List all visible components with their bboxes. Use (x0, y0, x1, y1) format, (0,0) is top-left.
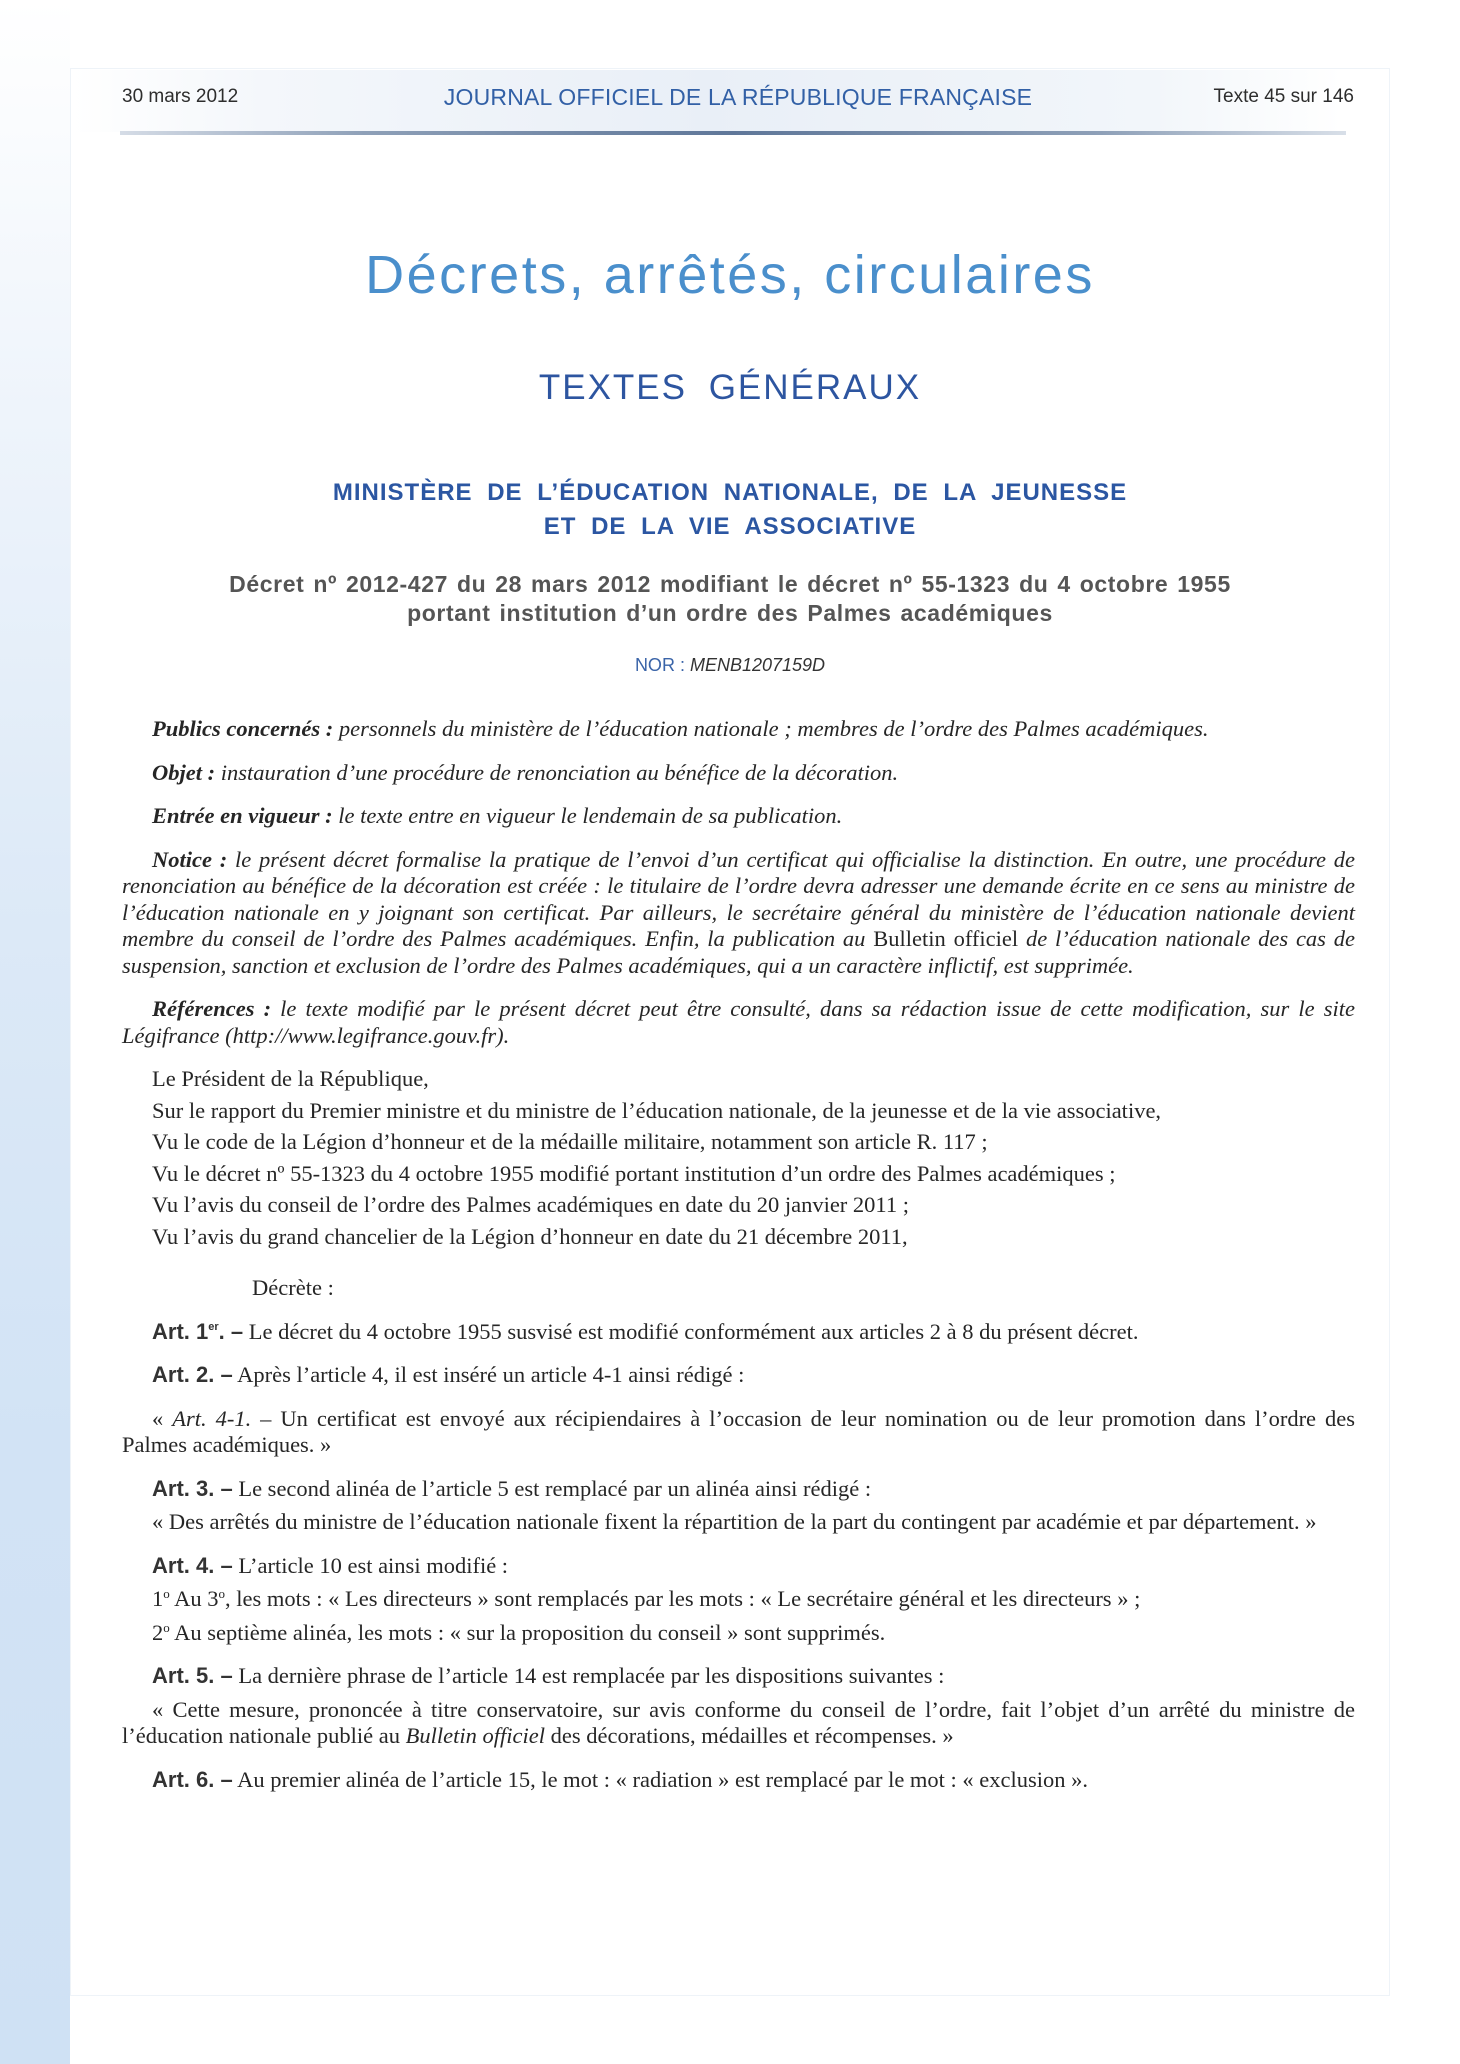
article-2 (122, 1362, 1355, 1389)
nor-code: MENB1207159D (689, 655, 826, 675)
preamble-rapport: Sur le rapport du Premier ministre et du ministre de l’éducation nationale, de la jeunesse et de la vie associative, (152, 1097, 1162, 1123)
running-header (122, 84, 1354, 116)
article-5-quote: « Cette mesure, prononcée à titre conservatoire, sur avis conforme du conseil de l’ordre, fait l’objet d’un arrêté du ministre de l’éducation nationale publié au Bulletin officiel des décorations, médailles et récompenses. » (122, 1696, 1355, 1748)
summary-label: Notice : (152, 846, 228, 872)
article-text: Après l’article 4, il est inséré un article 4-1 ainsi rédigé : (232, 1362, 745, 1387)
article-label: Art. 5. – (152, 1663, 233, 1688)
quoted-article-label: Art. 4-1. (172, 1405, 252, 1431)
article-label: Art. 4. – (152, 1552, 233, 1578)
document-body (122, 716, 1355, 1793)
ministry-heading (70, 476, 1390, 544)
article-4-item-2: 2$^o$ Au septième alinéa, les mots : « sur la proposition du conseil » sont supprimés. (152, 1619, 886, 1645)
article-text: L’article 10 est ainsi modifié : (232, 1552, 509, 1578)
ministry-line-2: ET DE LA VIE ASSOCIATIVE (543, 513, 917, 540)
summary-entree-en-vigueur (122, 803, 1355, 830)
decret-title (70, 570, 1390, 628)
header-date: 30 mars 2012 (122, 86, 239, 107)
preamble-president: Le Président de la République, (152, 1066, 429, 1091)
summary-objet (122, 760, 1355, 787)
article-text: Le décret du 4 octobre 1955 susvisé est modifié conformément aux articles 2 à 8 du présent décret. (243, 1318, 1139, 1344)
decret-title-line-1: Décret nº 2012-427 du 28 mars 2012 modifiant le décret nº 55-1323 du 4 octobre 1955 (229, 571, 1231, 597)
nor-reference (70, 655, 1390, 676)
article-4 (122, 1553, 1355, 1580)
article-label: Art. 1er. – (152, 1318, 244, 1344)
article-label: Art. 6. – (152, 1766, 233, 1792)
preamble-vu: Vu l’avis du grand chancelier de la Légion d’honneur en date du 21 décembre 2011, (152, 1223, 908, 1249)
nor-label: NOR : (634, 655, 685, 675)
preamble-vu: Vu le décret nº 55-1323 du 4 octobre 1955 modifié portant institution d’un ordre des Palmes académiques ; (152, 1160, 1116, 1186)
decret-title-line-2: portant institution d’un ordre des Palmes académiques (407, 600, 1053, 626)
article-2-quote: « Art. 4-1. – Un certificat est envoyé aux récipiendaires à l’occasion de leur nomination ou de leur promotion dans l’ordre des Palmes académiques. » (122, 1405, 1356, 1457)
summary-notice (122, 847, 1355, 980)
ministry-line-1: MINISTÈRE DE L’ÉDUCATION NATIONALE, DE LA JEUNESSE (332, 479, 1128, 506)
bulletin-officiel-roman: Bulletin officiel (873, 926, 1019, 951)
summary-label: Références : (152, 996, 272, 1021)
article-1 (122, 1319, 1355, 1346)
article-4-item-1: 1$^o$ Au 3$^o$, les mots : « Les directeurs » sont remplacés par les mots : « Le secrétaire général et les directeurs » ; (152, 1586, 1141, 1611)
summary-references (122, 996, 1355, 1049)
summary-publics (122, 716, 1355, 743)
summary-text: le texte entre en vigueur le lendemain de sa publication. (332, 803, 843, 828)
preamble-vu: Vu l’avis du conseil de l’ordre des Palmes académiques en date du 20 janvier 2011 ; (152, 1192, 909, 1217)
bulletin-officiel-italic: Bulletin officiel (405, 1723, 545, 1748)
header-page-number: Texte 45 sur 146 (1213, 86, 1354, 107)
main-title: Décrets, arrêtés, circulaires (365, 245, 1095, 305)
header-rule (120, 131, 1346, 135)
header-journal-title: JOURNAL OFFICIEL DE LA RÉPUBLIQUE FRANÇAISE (443, 84, 1033, 110)
summary-text: personnels du ministère de l’éducation nationale ; membres de l’ordre des Palmes académiques. (333, 716, 1209, 741)
section-title: TEXTES GÉNÉRAUX (538, 368, 922, 407)
summary-label: Entrée en vigueur : (152, 803, 333, 828)
article-3 (122, 1476, 1355, 1503)
summary-text: le présent décret formalise la pratique de l’envoi d’un certificat qui officialise la distinction. En outre, une procédure de renonciation au bénéfice de la décoration est créée : le titulaire de l’ordre devra adresser une demande écrite en ce sens au ministre de l’éducation nationale en y joignant son certificat. Par ailleurs, le secrétaire général du ministère de l’éducation nationale devient membre du conseil de l’ordre des Palmes académiques. Enfin, la publication au (122, 846, 1355, 951)
article-label: Art. 3. – (152, 1475, 233, 1501)
article-3-quote: « Des arrêtés du ministre de l’éducation nationale fixent la répartition de la part du contingent par académie et par département. » (152, 1509, 1317, 1534)
summary-label: Objet : (152, 759, 216, 785)
article-6 (122, 1767, 1355, 1794)
preamble-vu: Vu le code de la Légion d’honneur et de la médaille militaire, notamment son article R. 117 ; (152, 1129, 988, 1154)
summary-text: de l’éducation nationale des cas de suspension, sanction et exclusion de l’ordre des Palmes académiques, qui a un caractère inflictif, est supprimée. (122, 926, 1355, 978)
summary-text: instauration d’une procédure de renonciation au bénéfice de la décoration. (215, 759, 899, 785)
article-text: Le second alinéa de l’article 5 est remplacé par un alinéa ainsi rédigé : (232, 1475, 872, 1501)
summary-text: le texte modifié par le présent décret peut être consulté, dans sa rédaction issue de cette modification, sur le site Légifrance (http://www.legifrance.gouv.fr). (122, 996, 1355, 1048)
article-text: Au premier alinéa de l’article 15, le mot : « radiation » est remplacé par le mot : « exclusion ». (232, 1766, 1089, 1792)
article-text: – Un certificat est envoyé aux récipiendaires à l’occasion de leur nomination ou de leur promotion dans l’ordre des Palmes académiques. » (122, 1405, 1356, 1457)
summary-label: Publics concernés : (152, 716, 334, 741)
article-text: La dernière phrase de l’article 14 est remplacée par les dispositions suivantes : (232, 1663, 945, 1688)
article-label: Art. 2. – (152, 1362, 233, 1387)
decrete: Décrète : (252, 1275, 334, 1300)
article-5 (122, 1663, 1355, 1690)
left-margin-stripe (0, 0, 70, 2064)
